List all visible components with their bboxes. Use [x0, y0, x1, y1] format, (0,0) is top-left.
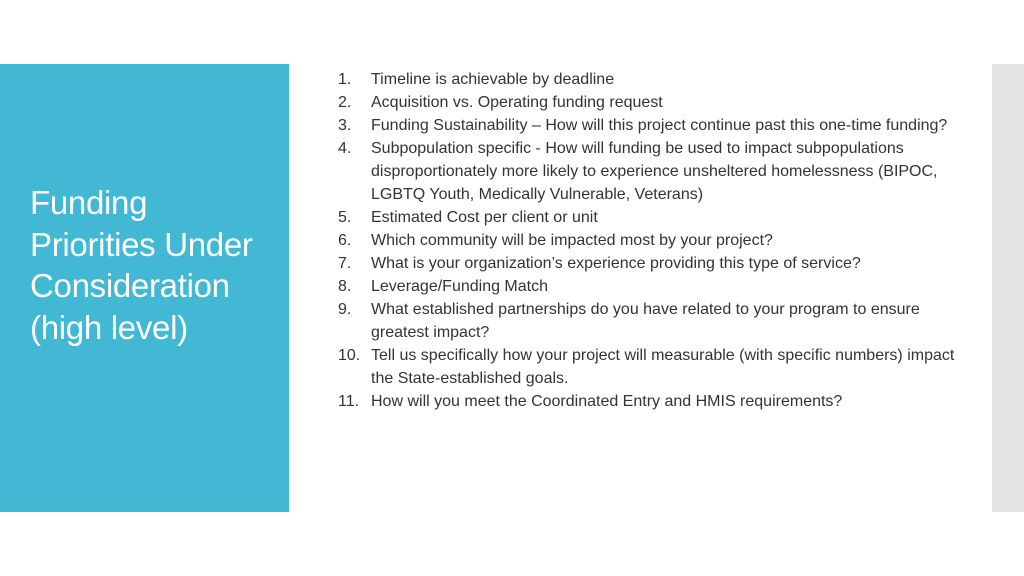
- item-text: Acquisition vs. Operating funding request: [371, 94, 663, 111]
- list-item: [338, 206, 958, 229]
- item-number: 11.: [338, 393, 360, 410]
- item-text: Tell us specifically how your project will measurable (with specific numbers) impact the State-established goals.: [371, 347, 955, 387]
- item-text: Estimated Cost per client or unit: [371, 209, 598, 226]
- item-text: What established partnerships do you have related to your program to ensure greatest impact?: [371, 301, 920, 341]
- priority-list: [338, 68, 958, 413]
- item-text: Subpopulation specific - How will funding be used to impact subpopulations disproportionately more likely to experience unsheltered homelessness (BIPOC, LGBTQ Youth, Medically Vulnerable, Veterans): [371, 140, 938, 203]
- list-item: [338, 91, 958, 114]
- list-item: [338, 298, 958, 344]
- list-item: [338, 68, 958, 91]
- item-number: 10.: [338, 347, 361, 364]
- list-item: [338, 275, 958, 298]
- slide-title: Funding Priorities Under Consideration (high level): [30, 184, 253, 346]
- item-number: 9.: [338, 301, 352, 318]
- item-number: 1.: [338, 71, 352, 88]
- list-item: [338, 344, 958, 390]
- right-accent-strip: [992, 64, 1024, 512]
- item-number: 5.: [338, 209, 352, 226]
- list-item: [338, 252, 958, 275]
- list-item: [338, 137, 958, 206]
- item-text: Which community will be impacted most by your project?: [371, 232, 773, 249]
- list-item: [338, 390, 958, 413]
- item-number: 4.: [338, 140, 352, 157]
- item-text: How will you meet the Coordinated Entry and HMIS requirements?: [371, 393, 843, 410]
- item-text: What is your organization’s experience providing this type of service?: [371, 255, 861, 272]
- list-item: [338, 114, 958, 137]
- item-number: 6.: [338, 232, 352, 249]
- item-number: 2.: [338, 94, 352, 111]
- list-item: [338, 229, 958, 252]
- item-number: 7.: [338, 255, 352, 272]
- item-number: 8.: [338, 278, 352, 295]
- item-text: Timeline is achievable by deadline: [371, 71, 615, 88]
- item-text: Leverage/Funding Match: [371, 278, 548, 295]
- item-number: 3.: [338, 117, 352, 134]
- item-text: Funding Sustainability – How will this project continue past this one-time funding?: [371, 117, 948, 134]
